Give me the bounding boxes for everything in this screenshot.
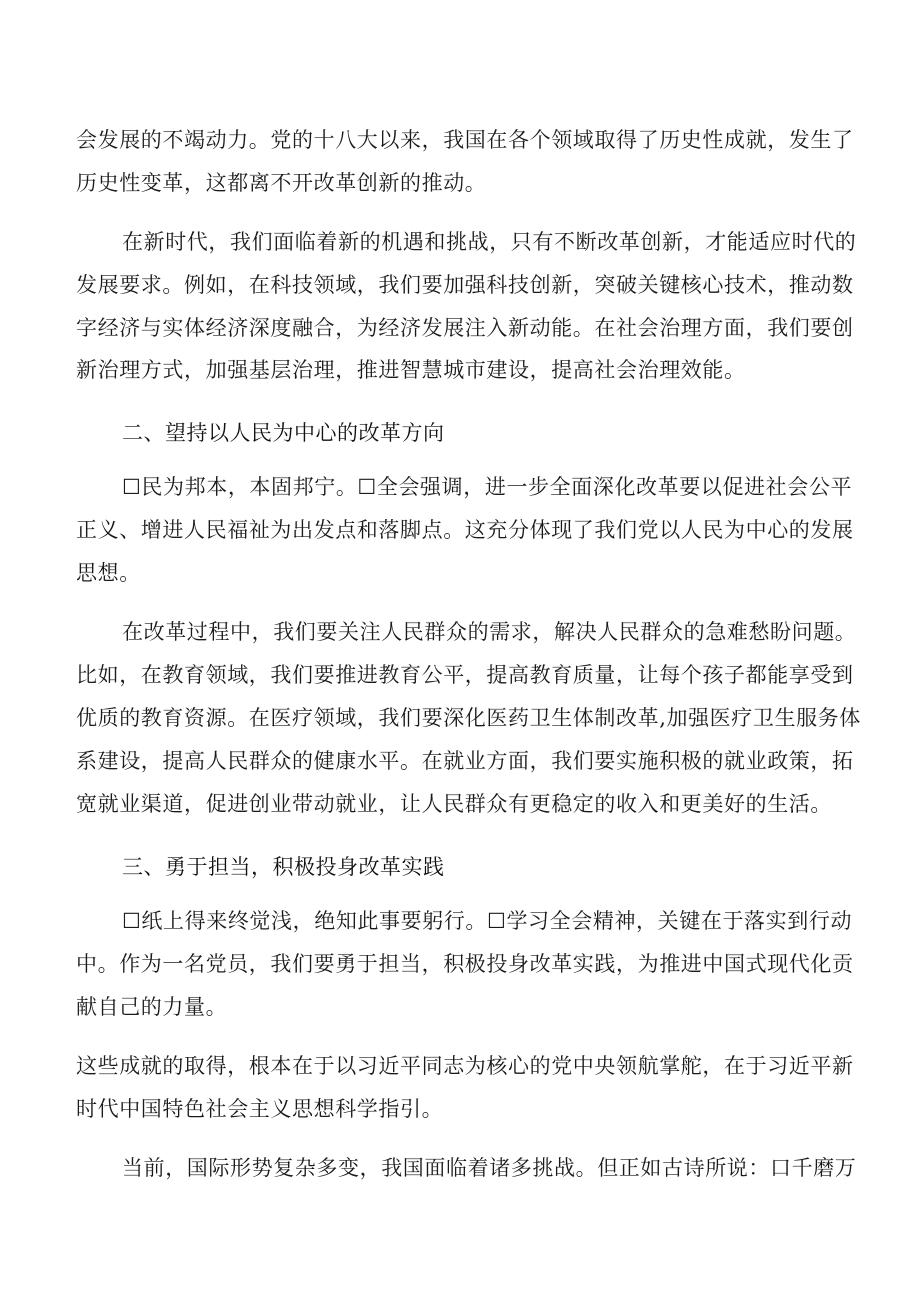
- paragraph-2-line-3: 字经济与实体经济深度融合，为经济发展注入新动能。在社会治理方面，我们要创: [76, 316, 854, 340]
- paragraph-1-line-1: 会发展的不竭动力。党的十八大以来，我国在各个领域取得了历史性成就，发生了: [76, 128, 854, 152]
- paragraph-5-line-3: 献自己的力量。: [76, 995, 228, 1019]
- paragraph-4-line-1: 在改革过程中，我们要关注人民群众的需求，解决人民群众的急难愁盼问题。: [122, 620, 857, 644]
- paragraph-4-line-3: 优质的教育资源。在医疗领域，我们要深化医药卫生体制改革,加强医疗卫生服务体: [76, 706, 861, 730]
- paragraph-7-line-1: 当前，国际形势复杂多变，我国面临着诸多挑战。但正如古诗所说：口千磨万: [122, 1156, 857, 1180]
- paragraph-4-line-2: 比如，在教育领域，我们要推进教育公平，提高教育质量，让每个孩子都能享受到: [76, 663, 854, 687]
- paragraph-4-line-5: 宽就业渠道，促进创业带动就业，让人民群众有更稳定的收入和更美好的生活。: [76, 792, 832, 816]
- paragraph-3-line-1: ☐民为邦本，本固邦宁。☐全会强调，进一步全面深化改革要以促进社会公平: [122, 475, 853, 499]
- paragraph-6-line-1: 这些成就的取得，根本在于以习近平同志为核心的党中央领航掌舵，在于习近平新: [76, 1054, 854, 1078]
- paragraph-5-line-1: ☐纸上得来终觉浅，绝知此事要躬行。☐学习全会精神，关键在于落实到行动: [122, 909, 853, 933]
- paragraph-6-line-2: 时代中国特色社会主义思想科学指引。: [76, 1097, 444, 1121]
- paragraph-2-line-4: 新治理方式，加强基层治理，推进智慧城市建设，提高社会治理效能。: [76, 358, 746, 382]
- paragraph-3-line-2: 正义、增进人民福祉为出发点和落脚点。这充分体现了我们党以人民为中心的发展: [76, 518, 854, 542]
- paragraph-2-line-2: 发展要求。例如，在科技领域，我们要加强科技创新，突破关键核心技术，推动数: [76, 273, 854, 297]
- paragraph-1-line-2: 历史性变革，这都离不开改革创新的推动。: [76, 171, 487, 195]
- section-heading-2: 二、望持以人民为中心的改革方向: [122, 421, 445, 445]
- paragraph-2-line-1: 在新时代，我们面临着新的机遇和挑战，只有不断改革创新，才能适应时代的: [122, 230, 857, 254]
- section-heading-3: 三、勇于担当，积极投身改革实践: [122, 855, 445, 879]
- paragraph-5-line-2: 中。作为一名党员，我们要勇于担当，积极投身改革实践，为推进中国式现代化贡: [76, 952, 854, 976]
- paragraph-3-line-3: 思想。: [76, 561, 141, 585]
- paragraph-4-line-4: 系建设，提高人民群众的健康水平。在就业方面，我们要实施积极的就业政策，拓: [76, 749, 854, 773]
